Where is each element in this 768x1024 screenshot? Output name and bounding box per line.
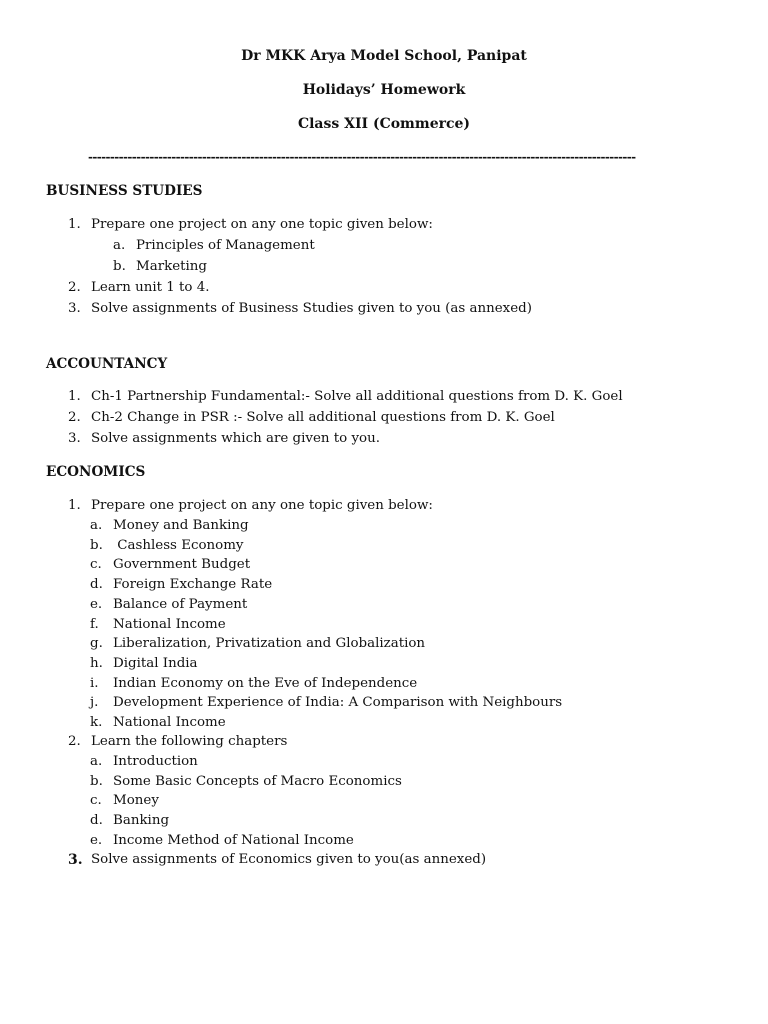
list-text: Marketing bbox=[136, 259, 207, 274]
list-letter: b. bbox=[113, 259, 126, 274]
list-text: Money and Banking bbox=[113, 518, 249, 533]
list-text: Ch-2 Change in PSR :- Solve all additional questions from D. K. Goel bbox=[91, 410, 555, 425]
list-text: Development Experience of India: A Comparison with Neighbours bbox=[113, 695, 563, 711]
list-number: 2. bbox=[68, 410, 81, 425]
list-text: Government Budget bbox=[113, 557, 251, 573]
list-letter: b. bbox=[90, 537, 103, 553]
list-text: Solve assignments of Business Studies given to you (as annexed) bbox=[91, 301, 532, 316]
list-text: Digital India bbox=[113, 655, 198, 671]
list-letter: c. bbox=[90, 793, 102, 809]
divider-line: ----------------------------------------------------------------------------------------------------------------------------- bbox=[88, 150, 636, 164]
list-text: Income Method of National Income bbox=[113, 832, 354, 848]
list-letter: k. bbox=[90, 715, 103, 730]
list-letter: h. bbox=[90, 655, 103, 671]
section-heading-business-studies: BUSINESS STUDIES bbox=[46, 183, 203, 199]
list-number: 1. bbox=[68, 498, 81, 513]
list-number: 3. bbox=[68, 852, 83, 868]
list-number: 2. bbox=[68, 734, 81, 749]
list-text: Balance of Payment bbox=[113, 596, 248, 612]
list-text: Ch-1 Partnership Fundamental:- Solve all additional questions from D. K. Goel bbox=[91, 389, 623, 404]
list-text: Some Basic Concepts of Macro Economics bbox=[113, 773, 402, 789]
list-text: Solve assignments of Economics given to you(as annexed) bbox=[91, 852, 487, 867]
list-text: Liberalization, Privatization and Globalization bbox=[113, 636, 426, 652]
list-letter: j. bbox=[90, 695, 99, 711]
list-letter: a. bbox=[113, 238, 126, 253]
list-text: National Income bbox=[113, 616, 226, 632]
list-letter: d. bbox=[90, 577, 103, 593]
list-text: Foreign Exchange Rate bbox=[113, 577, 273, 593]
list-text: Indian Economy on the Eve of Independence bbox=[113, 675, 418, 691]
list-number: 3. bbox=[68, 431, 81, 446]
list-letter: e. bbox=[90, 596, 103, 612]
list-text: Prepare one project on any one topic given below: bbox=[91, 217, 433, 232]
list-text: Principles of Management bbox=[136, 238, 315, 253]
document-title: Holidays’ Homework bbox=[302, 82, 466, 98]
list-letter: e. bbox=[90, 832, 103, 848]
list-number: 2. bbox=[68, 280, 81, 295]
section-heading-accountancy: ACCOUNTANCY bbox=[46, 356, 168, 372]
list-text: Introduction bbox=[113, 754, 198, 769]
list-number: 1. bbox=[68, 217, 81, 232]
list-text: National Income bbox=[113, 715, 226, 730]
list-letter: c. bbox=[90, 557, 102, 573]
section-heading-economics: ECONOMICS bbox=[46, 464, 146, 480]
list-number: 3. bbox=[68, 301, 81, 316]
list-text: Money bbox=[113, 793, 159, 809]
list-letter: f. bbox=[90, 616, 99, 632]
list-letter: a. bbox=[90, 754, 103, 769]
list-text: Cashless Economy bbox=[113, 537, 244, 553]
list-text: Learn unit 1 to 4. bbox=[91, 280, 210, 295]
list-text: Prepare one project on any one topic given below: bbox=[91, 498, 433, 513]
list-letter: b. bbox=[90, 773, 103, 789]
list-letter: d. bbox=[90, 813, 103, 829]
list-text: Learn the following chapters bbox=[91, 734, 288, 749]
list-letter: i. bbox=[90, 675, 99, 691]
list-text: Banking bbox=[113, 813, 170, 829]
list-letter: g. bbox=[90, 636, 103, 652]
list-number: 1. bbox=[68, 389, 81, 404]
list-text: Solve assignments which are given to you. bbox=[91, 431, 380, 446]
class-label: Class XII (Commerce) bbox=[297, 116, 471, 132]
list-letter: a. bbox=[90, 518, 103, 533]
school-name: Dr MKK Arya Model School, Panipat bbox=[241, 48, 527, 64]
